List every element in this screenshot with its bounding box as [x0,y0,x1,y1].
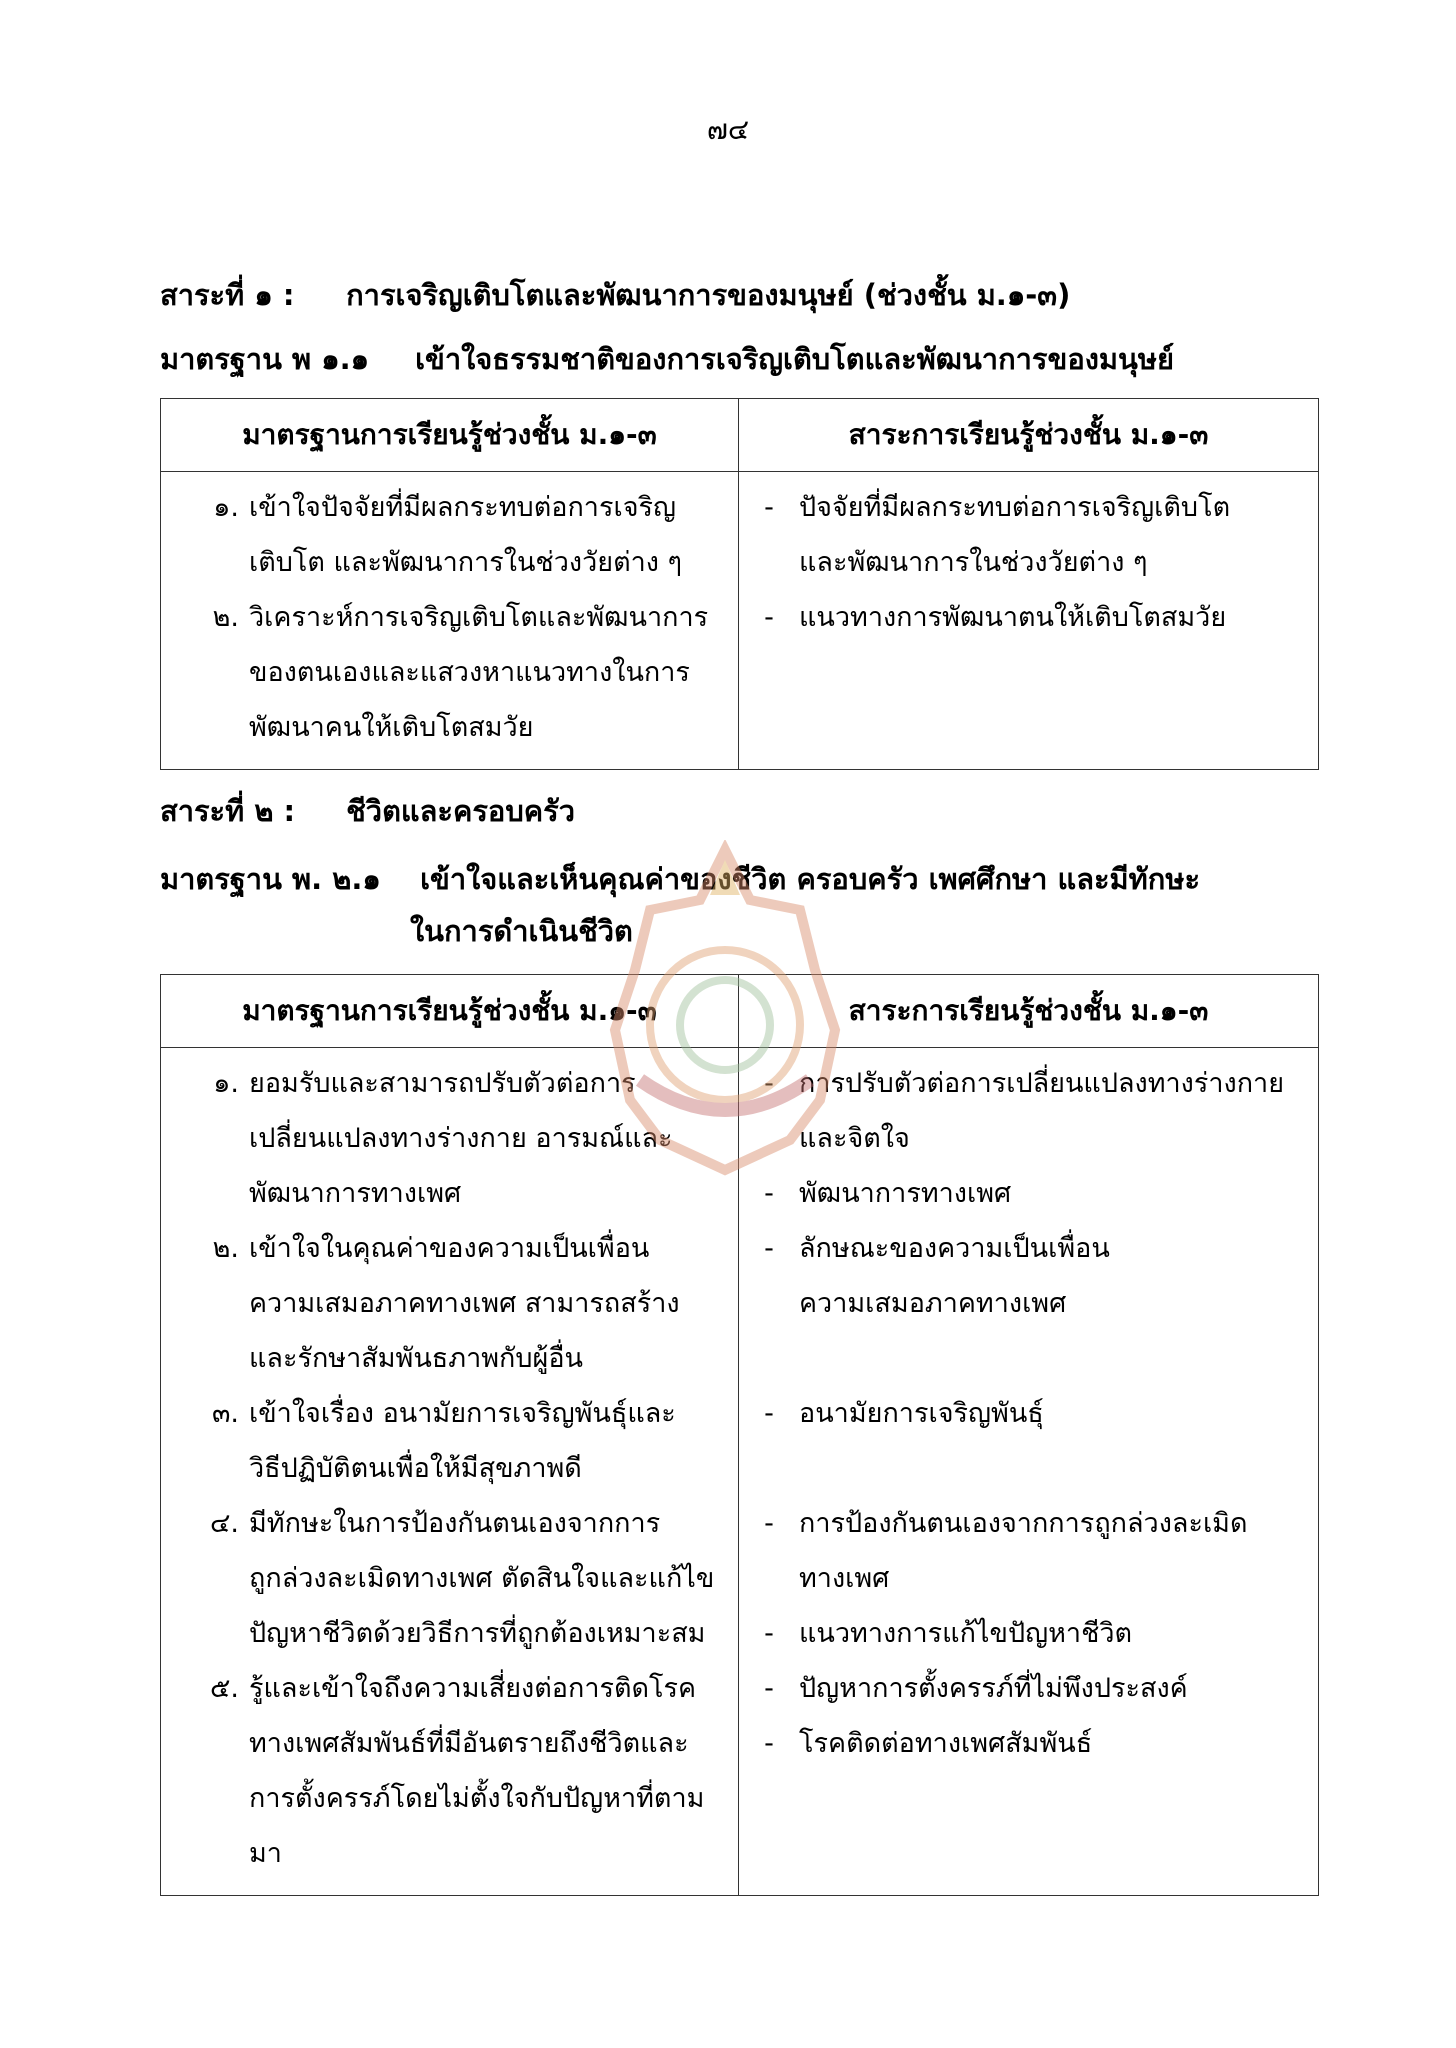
standards-table-1 [160,398,1319,770]
table-1-standards-cell [161,472,739,770]
content-item: - อนามัยการเจริญพันธุ์ [764,1398,1044,1429]
strand-1-heading [160,272,1070,318]
content-item: - โรคติดต่อทางเพศสัมพันธ์ [764,1728,1093,1759]
table-2-standards-cell [161,1048,739,1896]
content-item: - ปัจจัยที่มีผลกระทบต่อการเจริญเติบโต และพัฒนาการในช่วงวัยต่าง ๆ [764,492,1231,578]
content-item: - การป้องกันตนเองจากการถูกล่วงละเมิด ทางเพศ [764,1508,1248,1594]
standard-1-heading [160,336,1174,382]
content-item: - แนวทางการพัฒนาตนให้เติบโตสมวัย [764,602,1227,633]
content-item: - การปรับตัวต่อการเปลี่ยนแปลงทางร่างกาย และจิตใจ [764,1068,1285,1154]
table-2-content-cell [739,1048,1319,1896]
standards-table-2 [160,974,1319,1896]
standard-1-label: มาตรฐาน พ ๑.๑ [160,342,370,376]
standard-2-heading [160,856,1200,902]
table-2-header-learning-content: สาระการเรียนรู้ช่วงชั้น ม.๑-๓ [739,975,1319,1048]
content-item: - พัฒนาการทางเพศ [764,1178,1012,1209]
standard-item: ๒. เข้าใจในคุณค่าของความเป็นเพื่อน ความเสมอภาคทางเพศ สามารถสร้าง และรักษาสัมพันธภาพกับผู้อื่น [212,1233,680,1374]
strand-1-title: การเจริญเติบโตและพัฒนาการของมนุษย์ (ช่วงชั้น ม.๑-๓) [346,278,1071,312]
standard-2-title-continued: ในการดำเนินชีวิต [410,914,633,948]
standard-item: ๒. วิเคราะห์การเจริญเติบโตและพัฒนาการ ของตนเองและแสวงหาแนวทางในการ พัฒนาคนให้เติบโตสมวัย [212,602,709,743]
standard-item: ๕. รู้และเข้าใจถึงความเสี่ยงต่อการติดโรค ทางเพศสัมพันธ์ที่มีอันตรายถึงชีวิตและ การตั้งครรภ์โดยไม่ตั้งใจกับปัญหาที่ตามมา [209,1673,705,1869]
table-1-header-learning-content: สาระการเรียนรู้ช่วงชั้น ม.๑-๓ [739,399,1319,472]
strand-1-label: สาระที่ ๑ : [160,278,295,312]
standard-item: ๓. เข้าใจเรื่อง อนามัยการเจริญพันธุ์และ วิธีปฏิบัติตนเพื่อให้มีสุขภาพดี [211,1398,676,1484]
table-1-content-cell [739,472,1319,770]
standard-item: ๑. เข้าใจปัจจัยที่มีผลกระทบต่อการเจริญ เติบโต และพัฒนาการในช่วงวัยต่าง ๆ [213,492,683,578]
table-1-header-learning-standards: มาตรฐานการเรียนรู้ช่วงชั้น ม.๑-๓ [161,399,739,472]
standard-item: ๔. มีทักษะในการป้องกันตนเองจากการ ถูกล่วงละเมิดทางเพศ ตัดสินใจและแก้ไข ปัญหาชีวิตด้วยวิธีการที่ถูกต้องเหมาะสม [209,1508,715,1649]
content-item: - ลักษณะของความเป็นเพื่อน ความเสมอภาคทางเพศ [764,1233,1110,1319]
strand-2-heading [160,788,575,834]
page-number: ๗๔ [706,113,750,146]
standard-1-title: เข้าใจธรรมชาติของการเจริญเติบโตและพัฒนาการของมนุษย์ [415,342,1174,376]
content-item: - แนวทางการแก้ไขปัญหาชีวิต [764,1618,1133,1649]
standard-2-label: มาตรฐาน พ. ๒.๑ [160,862,381,896]
strand-2-label: สาระที่ ๒ : [160,794,296,828]
standard-2-title: เข้าใจและเห็นคุณค่าของชีวิต ครอบครัว เพศศึกษา และมีทักษะ [420,862,1201,896]
table-2-header-learning-standards: มาตรฐานการเรียนรู้ช่วงชั้น ม.๑-๓ [161,975,739,1048]
strand-2-title: ชีวิตและครอบครัว [346,794,576,828]
content-item: - ปัญหาการตั้งครรภ์ที่ไม่พึงประสงค์ [764,1673,1188,1704]
standard-item: ๑. ยอมรับและสามารถปรับตัวต่อการ เปลี่ยนแปลงทางร่างกาย อารมณ์และ พัฒนาการทางเพศ [213,1068,673,1209]
